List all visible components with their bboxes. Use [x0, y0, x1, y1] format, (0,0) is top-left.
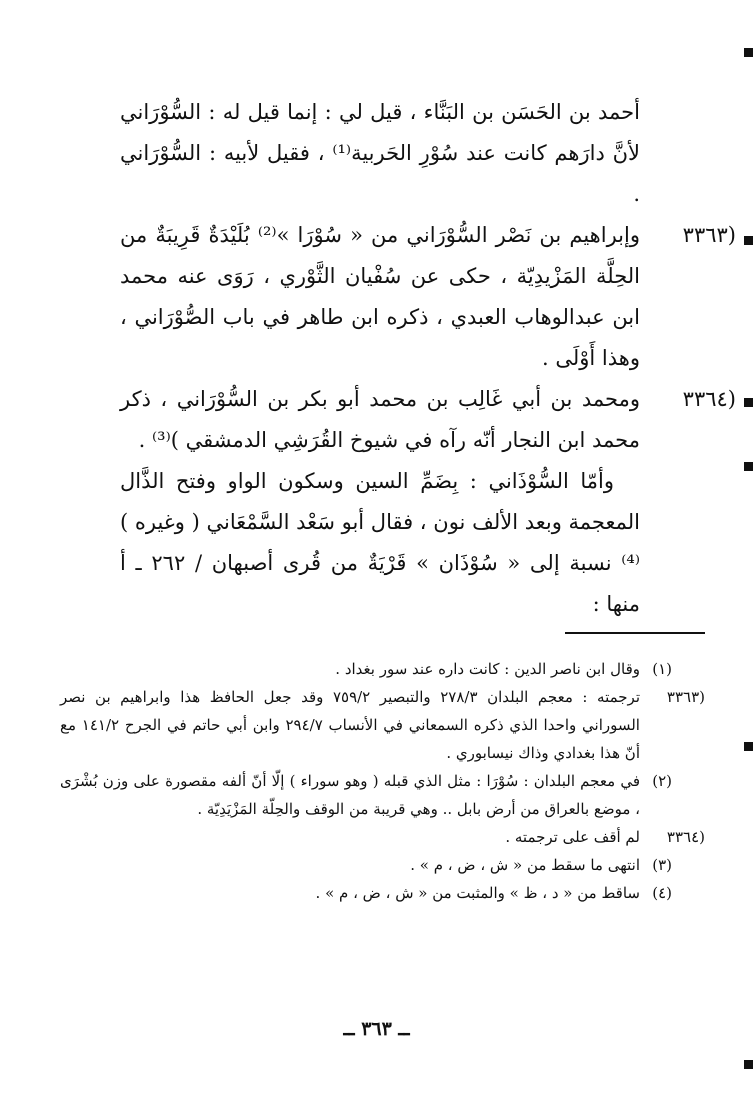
- entry-3363: [120, 215, 736, 379]
- footnote-divider: [565, 632, 705, 634]
- entry-3364: [120, 379, 736, 461]
- footnote: [60, 823, 705, 851]
- footnote-number: (١): [652, 660, 672, 678]
- footnote-text: في معجم البلدان : سُوْرَا : مثل الذي قبله ( وهو سوراء ) إلّا أنّ ألفه مقصورة على وزن بُشْرَى ، موضع بالعراق من أرض بابل .. وهي قريبة من الوقف والحِلّة المَزْيَدِيّة .: [60, 772, 640, 818]
- footnote-text: ترجمته : معجم البلدان ٢٧٨/٣ والتبصير ٧٥٩/٢ وقد جعل الحافظ هذا وابراهيم بن نصر السوراني واحدا الذي ذكره السمعاني في الأنساب ٢٩٤/٧ وابن أبي حاتم في الجرح ١٤١/٢ مع أنّ هذا بغدادي وذاك نيسابوري .: [60, 688, 640, 762]
- scan-margin-mark: [744, 742, 753, 751]
- footnote-number: (٤): [652, 884, 672, 902]
- footnote: [60, 851, 672, 879]
- paragraph-sourani-intro: أحمد بن الحَسَن بن البَنَّاء ، قيل لي : إنما قيل له : السُّوْرَاني لأنَّ دارَهم كانت عند سُوْرِ الحَربية⁽¹⁾ ، فقيل لأبيه : السُّوْرَاني .: [120, 100, 640, 206]
- footnote-number: (٣٣٦٣: [666, 688, 705, 706]
- entry-text-3364: ومحمد بن أبي غَالِب بن محمد أبو بكر بن السُّوْرَاني ، ذكر محمد ابن النجار أنّه رآه في شيوخ القُرَشِي الدمشقي )⁽³⁾ .: [120, 387, 640, 452]
- page-number: ــ ٣٦٣ ــ: [343, 1018, 410, 1040]
- paragraph-sudhani: وأمّا السُّوْذَاني : بِضَمِّ السين وسكون الواو وفتح الذَّال المعجمة وبعد الألف نون ، فقال أبو سَعْد السَّمْعَاني ( وغيره )⁽⁴⁾ نسبة إلى « سُوْذَان » قَرْيَةٌ من قُرى أصبهان / ٢٦٢ ـ أ منها :: [120, 469, 640, 616]
- entry-number-3364: (٣٣٦٤: [682, 387, 736, 411]
- footnote: [60, 879, 672, 907]
- footnote-number: (٣٣٦٤: [666, 828, 705, 846]
- scan-margin-mark: [744, 398, 753, 407]
- entry-text-3363: وإبراهيم بن نَصْر السُّوْرَاني من « سُوْرَا »⁽²⁾ بُلَيْدَةٌ قَرِيبَةٌ من الحِلَّة المَزْيدِيّة ، حكى عن سُفْيان الثَّوْري ، رَوَى عنه محمد ابن عبدالوهاب العبدي ، ذكره ابن طاهر في باب الصُّوْرَاني ، وهذا أَوْلَى .: [120, 223, 640, 370]
- footnotes: [60, 655, 705, 907]
- scan-margin-mark: [744, 236, 753, 245]
- footnote-number: (٣): [652, 856, 672, 874]
- footnote-text: ساقط من « د ، ظ » والمثبت من « ش ، ض ، م » .: [315, 884, 640, 902]
- scan-margin-mark: [744, 48, 753, 57]
- main-text: [120, 92, 736, 625]
- footnote: [60, 767, 672, 823]
- footnote-text: لم أقف على ترجمته .: [505, 828, 640, 846]
- footnote-text: انتهى ما سقط من « ش ، ض ، م » .: [410, 856, 640, 874]
- scan-margin-mark: [744, 462, 753, 471]
- footnote: [60, 683, 705, 767]
- footnote-text: وقال ابن ناصر الدين : كانت داره عند سور بغداد .: [335, 660, 640, 678]
- footnote: [60, 655, 672, 683]
- scan-margin-mark: [744, 1060, 753, 1069]
- entry-number-3363: (٣٣٦٣: [682, 223, 736, 247]
- footnote-number: (٢): [652, 772, 672, 790]
